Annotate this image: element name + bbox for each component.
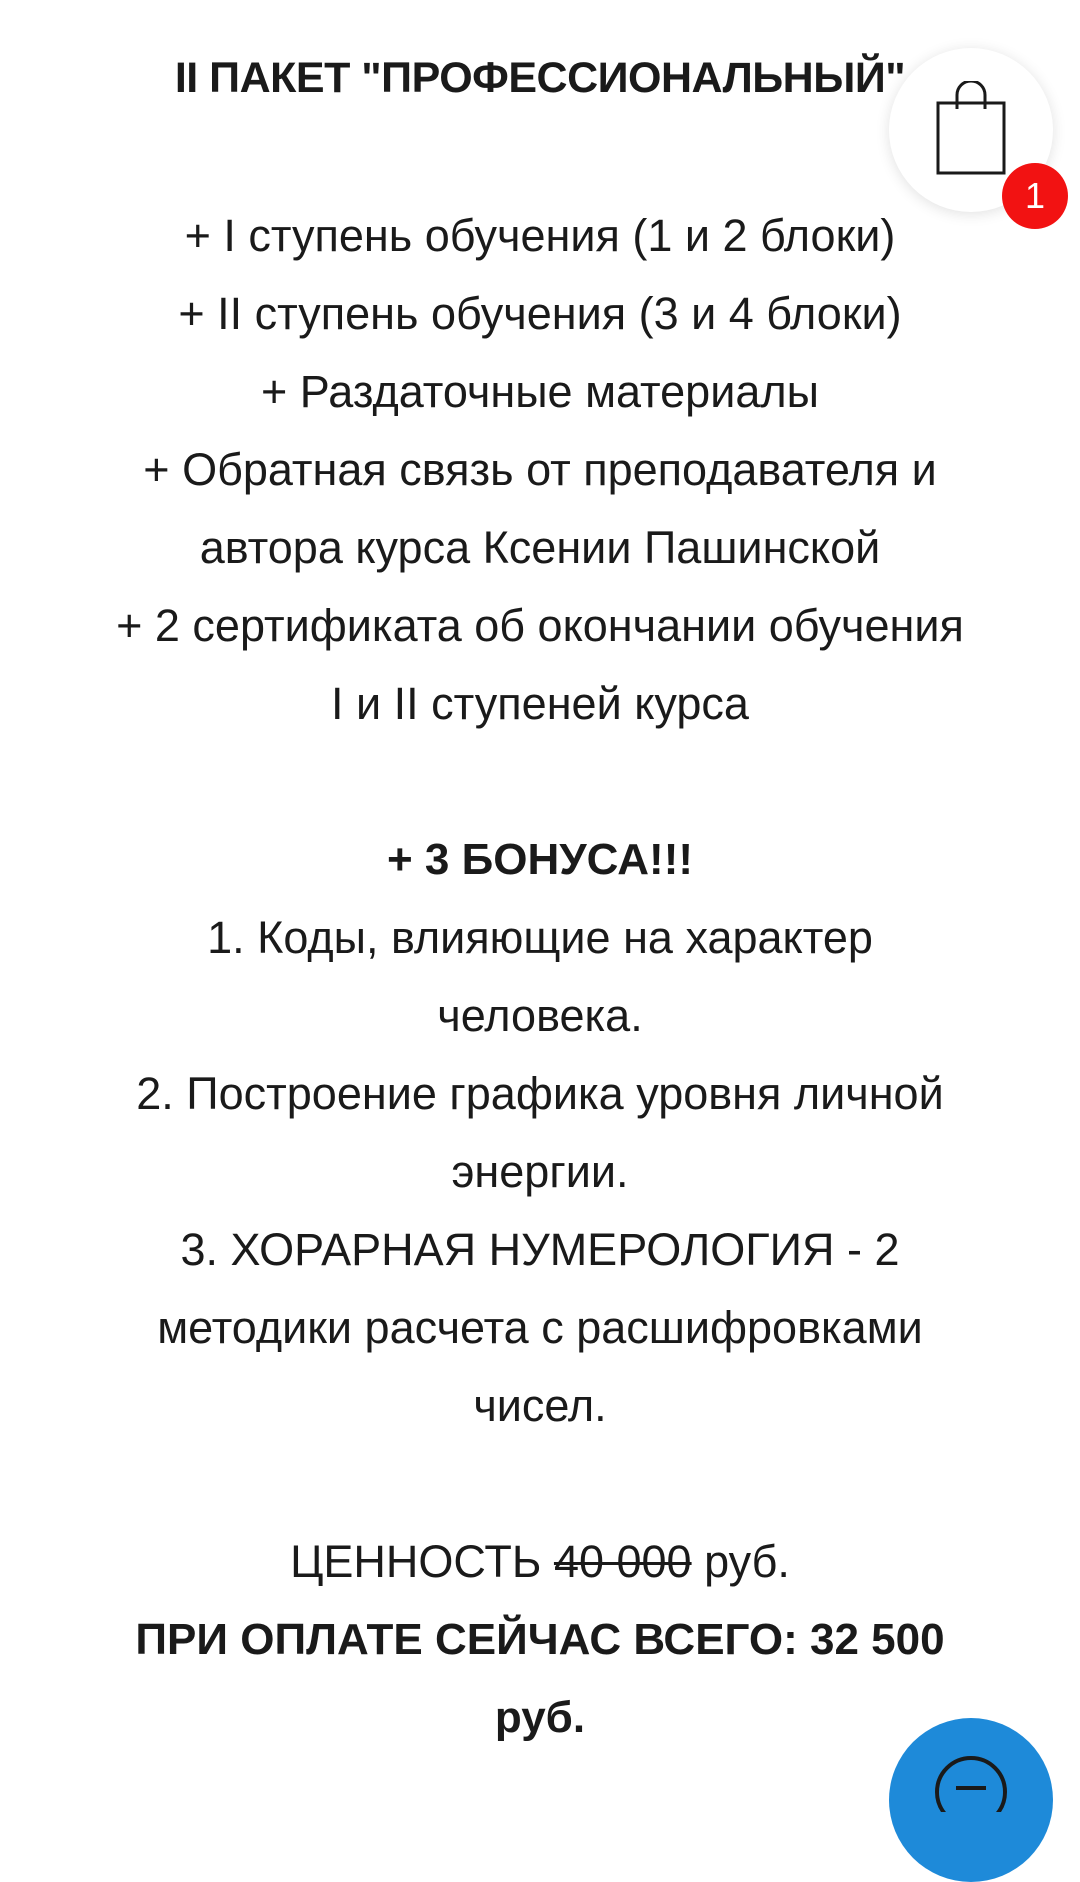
- feature-item: + Раздаточные материалы: [261, 366, 819, 417]
- bonus-list: [40, 899, 1040, 1445]
- bonus-item: человека.: [437, 990, 643, 1041]
- bonus-item: 1. Коды, влияющие на характер: [207, 912, 873, 963]
- bonus-item: чисел.: [473, 1380, 607, 1431]
- package-title: II ПАКЕТ "ПРОФЕССИОНАЛЬНЫЙ": [174, 54, 906, 102]
- feature-item: + Обратная связь от преподавателя и: [143, 444, 937, 495]
- bonus-item: 2. Построение графика уровня личной: [136, 1068, 944, 1119]
- cart-count-badge: 1: [1002, 163, 1068, 229]
- feature-list: [40, 197, 1040, 743]
- shopping-bag-icon: [936, 81, 1006, 175]
- feature-item: + II ступень обучения (3 и 4 блоки): [178, 288, 902, 339]
- chat-bubble-icon: [931, 1752, 1011, 1812]
- bonus-item: энергии.: [451, 1146, 629, 1197]
- value-label: ЦЕННОСТЬ: [290, 1536, 542, 1587]
- old-price: 40 000: [553, 1536, 692, 1587]
- bonus-item: 3. ХОРАРНАЯ НУМЕРОЛОГИЯ - 2: [180, 1224, 900, 1275]
- bonus-item: методики расчета с расшифровками: [157, 1302, 923, 1353]
- feature-item: + 2 сертификата об окончании обучения: [116, 600, 964, 651]
- value-line: [40, 1523, 1040, 1601]
- feature-item: I и II ступеней курса: [331, 678, 749, 729]
- package-description: [40, 0, 1040, 1757]
- chat-button[interactable]: [889, 1718, 1053, 1882]
- currency-label: руб.: [704, 1536, 790, 1587]
- current-price: ПРИ ОПЛАТЕ СЕЙЧАС ВСЕГО: 32 500: [135, 1615, 945, 1664]
- feature-item: + I ступень обучения (1 и 2 блоки): [184, 210, 896, 261]
- bonus-heading: + 3 БОНУСА!!!: [386, 835, 694, 884]
- current-price-currency: руб.: [494, 1693, 586, 1742]
- feature-item: автора курса Ксении Пашинской: [199, 522, 881, 573]
